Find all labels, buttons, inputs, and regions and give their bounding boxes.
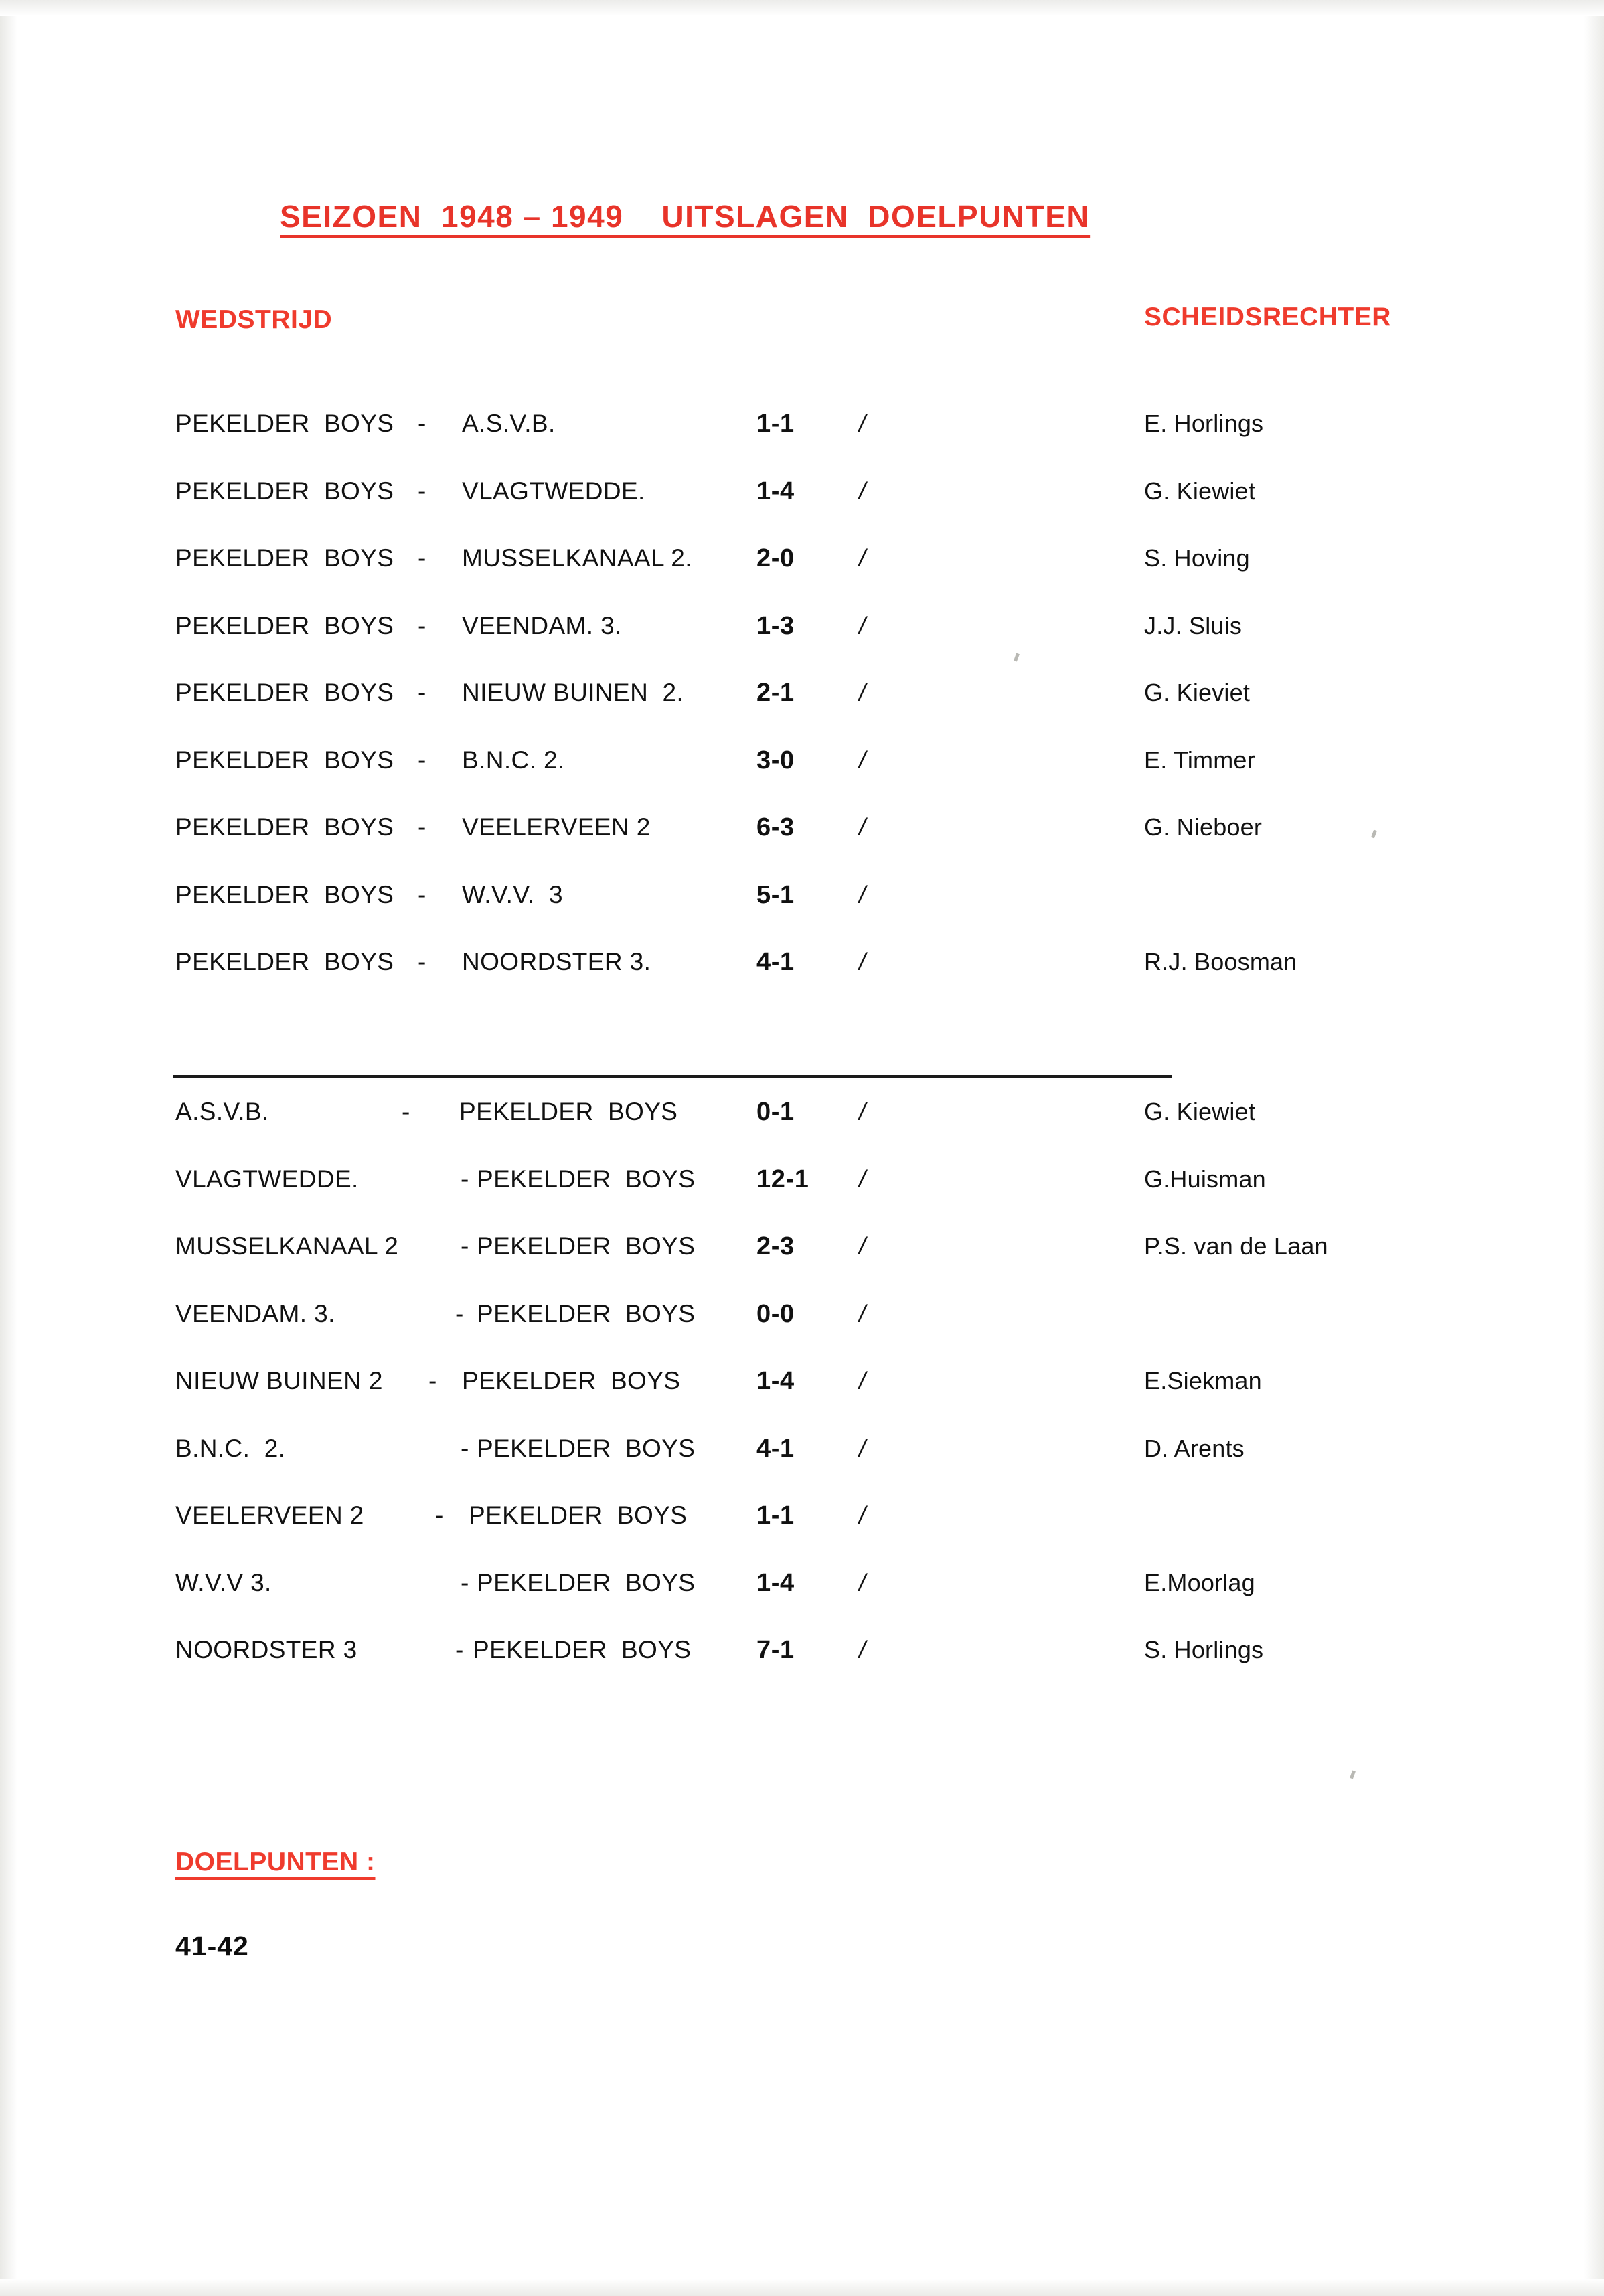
- match-score: 2-0: [756, 544, 795, 572]
- match-score: 3-0: [756, 746, 795, 774]
- match-referee: G.Huisman: [1144, 1165, 1266, 1193]
- match-slash-mark: /: [859, 679, 866, 706]
- match-referee: G. Nieboer: [1144, 813, 1263, 841]
- match-slash-mark: /: [859, 1434, 866, 1462]
- match-row: [0, 1367, 1604, 1406]
- match-slash-mark: /: [859, 880, 866, 908]
- match-score: 4-1: [756, 1434, 795, 1463]
- match-away-team: VLAGTWEDDE.: [462, 477, 645, 505]
- match-slash-mark: /: [859, 948, 866, 975]
- match-away-team: PEKELDER BOYS: [477, 1299, 696, 1327]
- match-separator-dash: -: [428, 1367, 437, 1394]
- match-slash-mark: /: [859, 813, 866, 841]
- match-referee: R.J. Boosman: [1144, 948, 1297, 975]
- match-score: 0-0: [756, 1299, 795, 1328]
- match-separator-dash: -: [402, 1098, 410, 1125]
- match-separator-dash: -: [461, 1232, 469, 1260]
- match-row: [0, 1434, 1604, 1473]
- match-home-team: VEENDAM. 3.: [175, 1299, 335, 1327]
- match-row: [0, 746, 1604, 785]
- match-away-team: PEKELDER BOYS: [469, 1501, 688, 1529]
- match-away-team: A.S.V.B.: [462, 410, 556, 437]
- match-home-team: VEELERVEEN 2: [175, 1501, 364, 1529]
- match-home-team: PEKELDER BOYS: [175, 477, 394, 505]
- match-away-team: VEELERVEEN 2: [462, 813, 651, 841]
- match-away-team: VEENDAM. 3.: [462, 611, 622, 639]
- match-score: 1-1: [756, 410, 795, 438]
- match-referee: E. Timmer: [1144, 746, 1255, 774]
- match-separator-dash: -: [418, 746, 426, 774]
- match-referee: S. Hoving: [1144, 544, 1250, 572]
- match-away-team: PEKELDER BOYS: [477, 1568, 696, 1596]
- match-home-team: PEKELDER BOYS: [175, 544, 394, 572]
- match-home-team: MUSSELKANAAL 2: [175, 1232, 399, 1260]
- match-row: [0, 1098, 1604, 1137]
- match-score: 1-4: [756, 477, 795, 505]
- doelpunten-total: 41-42: [175, 1931, 249, 1961]
- match-row: [0, 1232, 1604, 1271]
- match-slash-mark: /: [859, 1636, 866, 1663]
- match-referee: G. Kiewiet: [1144, 1098, 1256, 1125]
- match-separator-dash: -: [418, 410, 426, 437]
- page-title: SEIZOEN 1948 – 1949 UITSLAGEN DOELPUNTEN: [280, 199, 1091, 234]
- match-separator-dash: -: [418, 611, 426, 639]
- match-row: [0, 813, 1604, 852]
- match-referee: E.Siekman: [1144, 1367, 1262, 1394]
- match-row: [0, 881, 1604, 920]
- section-divider: [173, 1075, 1172, 1078]
- scan-edge-shading: [0, 0, 17, 2296]
- match-score: 12-1: [756, 1165, 809, 1194]
- scan-edge-shading: [0, 0, 1604, 16]
- match-home-team: A.S.V.B.: [175, 1098, 269, 1125]
- match-score: 2-1: [756, 679, 795, 707]
- match-score: 1-3: [756, 611, 795, 640]
- match-slash-mark: /: [859, 477, 866, 505]
- match-away-team: W.V.V. 3: [462, 880, 564, 908]
- match-row: [0, 1636, 1604, 1675]
- match-separator-dash: -: [461, 1568, 469, 1596]
- match-slash-mark: /: [859, 1501, 866, 1529]
- match-away-team: PEKELDER BOYS: [459, 1098, 678, 1125]
- match-separator-dash: -: [418, 813, 426, 841]
- match-separator-dash: -: [461, 1165, 469, 1193]
- match-away-team: NIEUW BUINEN 2.: [462, 679, 684, 706]
- match-slash-mark: /: [859, 410, 866, 437]
- scan-edge-shading: [1584, 0, 1604, 2296]
- match-home-team: PEKELDER BOYS: [175, 813, 394, 841]
- match-row: [0, 1165, 1604, 1204]
- match-away-team: PEKELDER BOYS: [477, 1434, 696, 1462]
- match-away-team: NOORDSTER 3.: [462, 948, 651, 975]
- match-score: 1-4: [756, 1367, 795, 1395]
- match-referee: E.Moorlag: [1144, 1568, 1255, 1596]
- column-header-wedstrijd: WEDSTRIJD: [175, 305, 333, 334]
- match-separator-dash: -: [455, 1636, 464, 1663]
- match-home-team: NOORDSTER 3: [175, 1636, 357, 1663]
- match-row: [0, 948, 1604, 987]
- match-row: [0, 1501, 1604, 1540]
- match-separator-dash: -: [418, 948, 426, 975]
- match-row: [0, 612, 1604, 651]
- match-referee: J.J. Sluis: [1144, 611, 1242, 639]
- match-home-team: PEKELDER BOYS: [175, 746, 394, 774]
- scan-speck: [1350, 1771, 1356, 1779]
- match-referee: P.S. van de Laan: [1144, 1232, 1328, 1260]
- match-home-team: B.N.C. 2.: [175, 1434, 286, 1462]
- match-slash-mark: /: [859, 1568, 866, 1596]
- match-away-team: MUSSELKANAAL 2.: [462, 544, 692, 572]
- match-home-team: PEKELDER BOYS: [175, 948, 394, 975]
- match-referee: G. Kieviet: [1144, 679, 1251, 706]
- match-separator-dash: -: [418, 477, 426, 505]
- match-home-team: VLAGTWEDDE.: [175, 1165, 359, 1193]
- match-home-team: NIEUW BUINEN 2: [175, 1367, 383, 1394]
- match-separator-dash: -: [418, 880, 426, 908]
- match-referee: G. Kiewiet: [1144, 477, 1256, 505]
- match-score: 0-1: [756, 1098, 795, 1126]
- match-slash-mark: /: [859, 1098, 866, 1125]
- doelpunten-label: DOELPUNTEN :: [175, 1848, 376, 1876]
- match-away-team: PEKELDER BOYS: [462, 1367, 681, 1394]
- match-slash-mark: /: [859, 611, 866, 639]
- match-row: [0, 1569, 1604, 1608]
- match-referee: E. Horlings: [1144, 410, 1264, 437]
- match-score: 4-1: [756, 948, 795, 976]
- match-home-team: PEKELDER BOYS: [175, 679, 394, 706]
- match-score: 2-3: [756, 1232, 795, 1260]
- match-separator-dash: -: [461, 1434, 469, 1462]
- match-away-team: PEKELDER BOYS: [477, 1165, 696, 1193]
- match-home-team: PEKELDER BOYS: [175, 880, 394, 908]
- match-slash-mark: /: [859, 1165, 866, 1193]
- match-score: 5-1: [756, 880, 795, 909]
- match-slash-mark: /: [859, 1299, 866, 1327]
- match-away-team: PEKELDER BOYS: [477, 1232, 696, 1260]
- match-row: [0, 477, 1604, 516]
- match-row: [0, 1300, 1604, 1339]
- match-home-team: PEKELDER BOYS: [175, 611, 394, 639]
- match-score: 1-4: [756, 1568, 795, 1597]
- match-separator-dash: -: [435, 1501, 444, 1529]
- scan-speck: [1014, 653, 1020, 662]
- match-referee: S. Horlings: [1144, 1636, 1264, 1663]
- match-score: 6-3: [756, 813, 795, 841]
- match-separator-dash: -: [418, 544, 426, 572]
- column-header-scheidsrechter: SCHEIDSRECHTER: [1144, 303, 1391, 331]
- match-referee: D. Arents: [1144, 1434, 1245, 1462]
- match-home-team: W.V.V 3.: [175, 1568, 272, 1596]
- match-separator-dash: -: [455, 1299, 464, 1327]
- match-slash-mark: /: [859, 746, 866, 774]
- match-slash-mark: /: [859, 1232, 866, 1260]
- match-home-team: PEKELDER BOYS: [175, 410, 394, 437]
- match-away-team: B.N.C. 2.: [462, 746, 565, 774]
- match-score: 1-1: [756, 1501, 795, 1530]
- match-row: [0, 679, 1604, 718]
- match-row: [0, 410, 1604, 448]
- match-slash-mark: /: [859, 544, 866, 572]
- match-away-team: PEKELDER BOYS: [473, 1636, 692, 1663]
- match-separator-dash: -: [418, 679, 426, 706]
- match-row: [0, 544, 1604, 583]
- match-score: 7-1: [756, 1636, 795, 1664]
- match-slash-mark: /: [859, 1367, 866, 1394]
- scan-edge-shading: [0, 2279, 1604, 2296]
